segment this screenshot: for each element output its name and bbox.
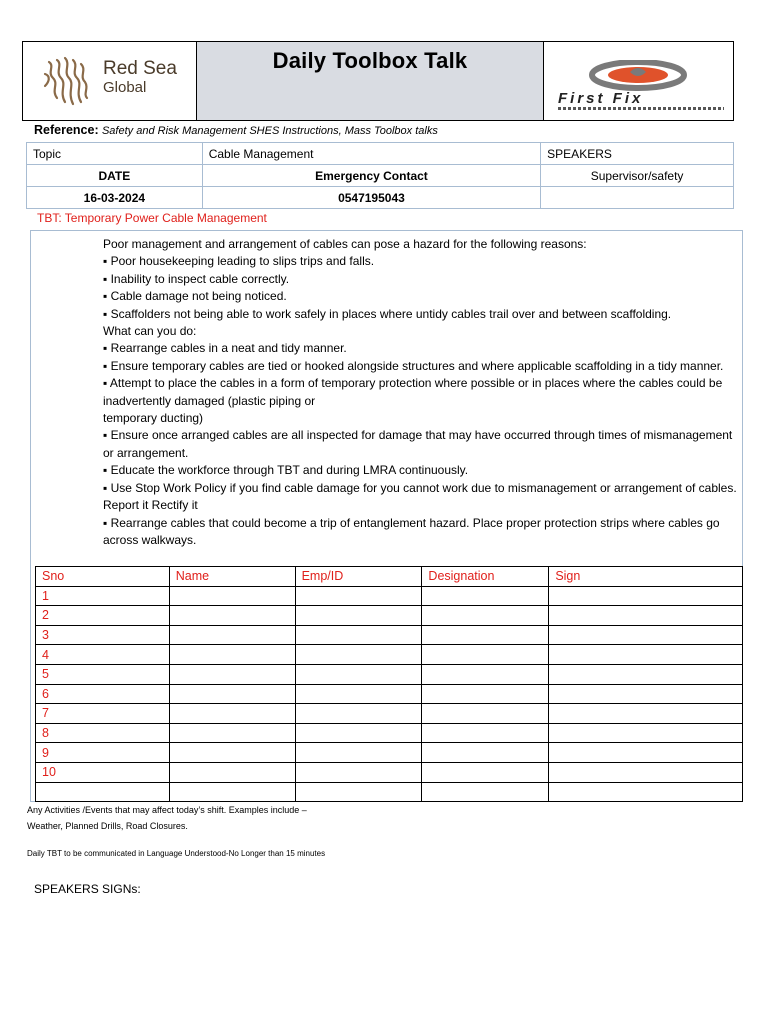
sign-cell[interactable] [549, 645, 743, 665]
emp-id-cell[interactable] [295, 782, 422, 802]
first-fix-tagline [558, 107, 724, 110]
table-row [36, 762, 743, 782]
body-line: ▪ Scaffolders not being able to work safely in places where untidy cables trail over and between scaffolding. [103, 306, 672, 321]
table-row [36, 625, 743, 645]
value-row [27, 187, 734, 209]
body-line: ▪ Cable damage not being noticed. [103, 289, 287, 304]
document-header [22, 41, 734, 121]
sno-cell: 6 [36, 684, 170, 704]
emp-id-cell[interactable] [295, 645, 422, 665]
designation-cell[interactable] [422, 782, 549, 802]
topic-value: Cable Management [202, 143, 540, 165]
info-table [26, 142, 734, 209]
content-box [30, 230, 743, 802]
sno-cell: 4 [36, 645, 170, 665]
table-row [36, 586, 743, 606]
emergency-contact-value: 0547195043 [202, 187, 540, 209]
body-line: What can you do: [103, 324, 197, 339]
name-cell[interactable] [169, 743, 295, 763]
sign-cell[interactable] [549, 762, 743, 782]
name-cell[interactable] [169, 586, 295, 606]
body-line: ▪ Poor housekeeping leading to slips trips and falls. [103, 254, 375, 269]
red-sea-global-emblem-icon [39, 54, 95, 110]
sno-cell: 2 [36, 606, 170, 626]
body-line: temporary ducting) [103, 411, 204, 426]
title-box [197, 41, 543, 121]
attendance-table [35, 566, 743, 802]
table-row [36, 704, 743, 724]
designation-cell[interactable] [422, 762, 549, 782]
name-cell[interactable] [169, 762, 295, 782]
table-row [36, 743, 743, 763]
attendance-header-row [36, 567, 743, 587]
topic-label: Topic [27, 143, 203, 165]
name-cell[interactable] [169, 782, 295, 802]
first-fix-logo-text: First Fix [558, 90, 644, 107]
body-line: ▪ Educate the workforce through TBT and during LMRA continuously. [103, 463, 469, 478]
sno-cell: 7 [36, 704, 170, 724]
emp-id-cell[interactable] [295, 586, 422, 606]
table-row [36, 606, 743, 626]
sign-cell[interactable] [549, 625, 743, 645]
name-cell[interactable] [169, 664, 295, 684]
body-line: ▪ Attempt to place the cables in a form of temporary protection where possible or in places where the cables could be inadvertently damaged (plastic piping or [103, 376, 723, 408]
reference-label: Reference: [34, 123, 99, 137]
sno-cell [36, 782, 170, 802]
sno-cell: 5 [36, 664, 170, 684]
sno-cell: 1 [36, 586, 170, 606]
designation-cell[interactable] [422, 586, 549, 606]
tbt-heading: TBT: Temporary Power Cable Management [37, 211, 267, 225]
activities-note-line: Weather, Planned Drills, Road Closures. [27, 821, 188, 831]
sno-header: Sno [36, 567, 170, 587]
sign-cell[interactable] [549, 606, 743, 626]
designation-cell[interactable] [422, 645, 549, 665]
body-line: ▪ Ensure once arranged cables are all inspected for damage that may have occurred through times of mismanagement or arrangement. [103, 428, 733, 460]
communication-note: Daily TBT to be communicated in Language Understood-No Longer than 15 minutes [27, 849, 326, 858]
emp-id-cell[interactable] [295, 704, 422, 724]
sign-cell[interactable] [549, 782, 743, 802]
name-cell[interactable] [169, 704, 295, 724]
emp-id-cell[interactable] [295, 743, 422, 763]
sign-cell[interactable] [549, 586, 743, 606]
sign-header: Sign [549, 567, 743, 587]
table-row [36, 664, 743, 684]
sign-cell[interactable] [549, 684, 743, 704]
table-row [36, 645, 743, 665]
first-fix-logo [543, 41, 734, 121]
emp-id-cell[interactable] [295, 664, 422, 684]
speakers-signs-label: SPEAKERS SIGNs: [34, 882, 141, 896]
emp-id-cell[interactable] [295, 762, 422, 782]
name-cell[interactable] [169, 645, 295, 665]
body-line: ▪ Use Stop Work Policy if you find cable damage for you cannot work due to mismanagement or arrangement of cables. Report it Rectify it [103, 480, 737, 513]
name-cell[interactable] [169, 723, 295, 743]
body-line: ▪ Rearrange cables in a neat and tidy manner. [103, 341, 347, 356]
designation-cell[interactable] [422, 664, 549, 684]
reference-text: Safety and Risk Management SHES Instructions, Mass Toolbox talks [101, 125, 438, 137]
emergency-contact-label: Emergency Contact [202, 165, 540, 187]
sign-cell[interactable] [549, 664, 743, 684]
topic-row [27, 143, 734, 165]
emp-id-cell[interactable] [295, 723, 422, 743]
body-text [103, 236, 739, 549]
name-cell[interactable] [169, 684, 295, 704]
table-row [36, 684, 743, 704]
global-logo-text: Global [103, 79, 147, 96]
speakers-label: SPEAKERS [541, 143, 734, 165]
name-cell[interactable] [169, 606, 295, 626]
emp-id-cell[interactable] [295, 684, 422, 704]
activities-note-line: Any Activities /Events that may affect today’s shift. Examples include – [27, 805, 307, 815]
sno-cell: 3 [36, 625, 170, 645]
emp-id-cell[interactable] [295, 606, 422, 626]
sno-cell: 9 [36, 743, 170, 763]
red-sea-global-logo [22, 41, 197, 121]
name-header: Name [169, 567, 295, 587]
sign-cell[interactable] [549, 743, 743, 763]
table-row [36, 782, 743, 802]
sno-cell: 8 [36, 723, 170, 743]
designation-cell[interactable] [422, 743, 549, 763]
red-sea-logo-text: Red Sea [103, 58, 177, 79]
emp-id-cell[interactable] [295, 625, 422, 645]
speaker-name-cell [541, 187, 734, 209]
designation-cell[interactable] [422, 625, 549, 645]
designation-cell[interactable] [422, 684, 549, 704]
body-line: ▪ Ensure temporary cables are tied or hooked alongside structures and where applicable scaffolding in a tidy manner. [103, 358, 724, 373]
first-fix-emblem-icon [578, 60, 698, 94]
name-cell[interactable] [169, 625, 295, 645]
designation-cell[interactable] [422, 704, 549, 724]
sno-cell: 10 [36, 762, 170, 782]
sign-cell[interactable] [549, 723, 743, 743]
body-line: ▪ Rearrange cables that could become a trip of entanglement hazard. Place proper protection strips where cables go across walkways. [103, 515, 720, 547]
date-label: DATE [27, 165, 203, 187]
page-title: Daily Toolbox Talk [272, 48, 468, 73]
activities-note [27, 802, 307, 834]
header-row [27, 165, 734, 187]
table-row [36, 723, 743, 743]
sign-cell[interactable] [549, 704, 743, 724]
speaker-role: Supervisor/safety [541, 165, 734, 187]
body-line: ▪ Inability to inspect cable correctly. [103, 271, 290, 286]
reference-line [34, 123, 438, 137]
designation-header: Designation [422, 567, 549, 587]
date-value: 16-03-2024 [27, 187, 203, 209]
designation-cell[interactable] [422, 723, 549, 743]
designation-cell[interactable] [422, 606, 549, 626]
body-line: Poor management and arrangement of cables can pose a hazard for the following reasons: [103, 237, 587, 251]
emp-id-header: Emp/ID [295, 567, 422, 587]
